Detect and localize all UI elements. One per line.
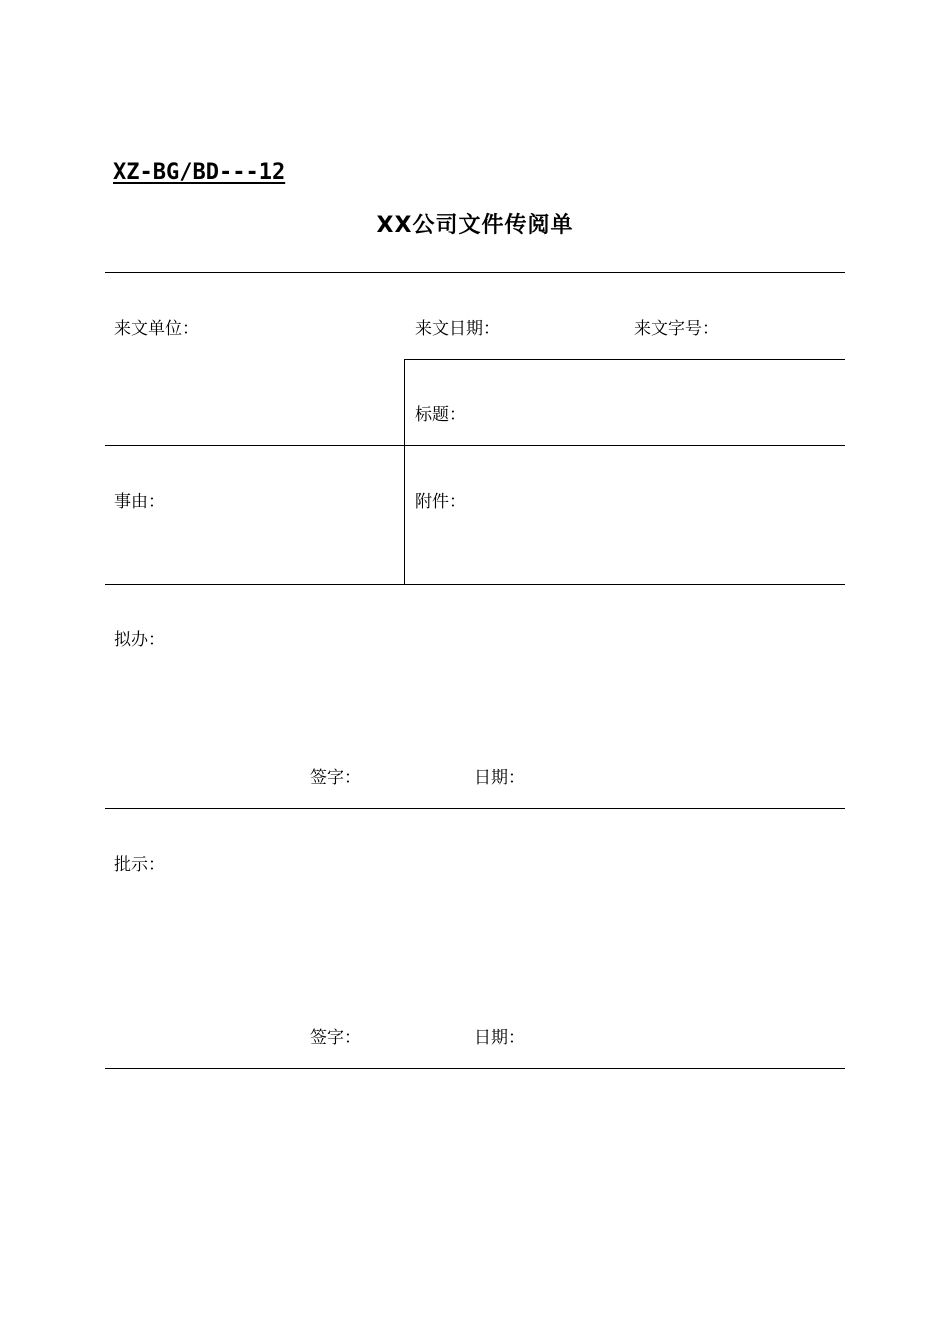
- approval-label: 批示：: [114, 855, 165, 875]
- proposal-row-top-border: [105, 584, 845, 585]
- source-ref-label: 来文字号：: [634, 319, 719, 339]
- table-top-border: [105, 272, 845, 273]
- subject-row-top-border: [405, 359, 845, 360]
- reason-label: 事由：: [114, 492, 165, 512]
- source-date-label: 来文日期：: [415, 319, 500, 339]
- document-title: XX公司文件传阅单: [376, 213, 574, 238]
- column-divider: [404, 359, 405, 584]
- document-code: XZ-BG/BD---12: [113, 160, 286, 185]
- attachment-label: 附件：: [415, 492, 466, 512]
- proposal-sign-label: 签字：: [310, 768, 361, 788]
- reason-row-top-border: [105, 445, 845, 446]
- approval-sign-label: 签字：: [310, 1028, 361, 1048]
- approval-row-top-border: [105, 808, 845, 809]
- approval-date-label: 日期：: [474, 1028, 525, 1048]
- table-bottom-border: [105, 1068, 845, 1069]
- subject-label: 标题：: [415, 405, 466, 425]
- source-unit-label: 来文单位：: [114, 319, 199, 339]
- proposal-label: 拟办：: [114, 630, 165, 650]
- proposal-date-label: 日期：: [474, 768, 525, 788]
